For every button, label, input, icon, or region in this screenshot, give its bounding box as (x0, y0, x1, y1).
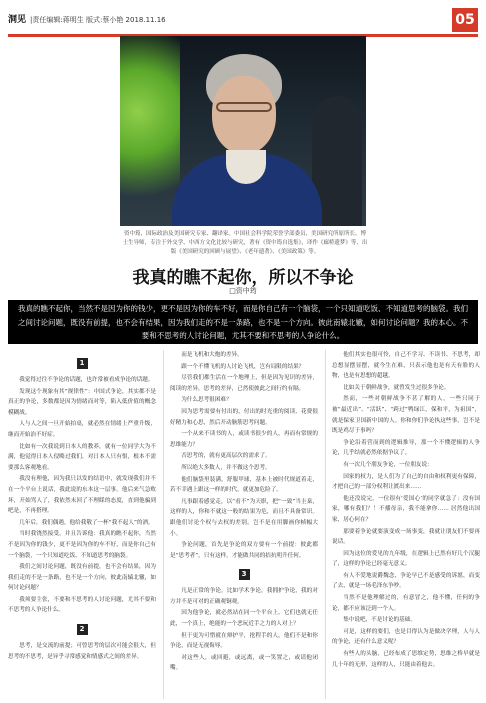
paragraph: 对这些人，或回避，或远离，或一笑置之，或请他闭嘴。 (170, 654, 318, 672)
article-title: 我真的瞧不起你，所以不争论 (132, 268, 354, 288)
paragraph: 因为他争论，就必然站在同一个平台上。它们也就无任此，一个真上，绝能的一个恶玩近手之力的人对上？ (170, 610, 318, 628)
paragraph: 而是飞机和大炮的差异。 (181, 352, 243, 358)
column-2 (170, 350, 318, 699)
paragraph: 然而，一些对朝鲜战争不甚了解的人，一些只同于被“最近出”、“活跃”、“跨过”鸭绿江，保和平，为祖国”，就是保家卫国新中国的人。你和你们争论执这些事，岂不是既是鸡尽于事吗？ (332, 396, 480, 435)
header-meta: |责任编辑:蒋明生 版式:蔡小艳 2018.11.16 (30, 16, 166, 24)
paragraph: 我们之间讨论问题，既没有前提，也不会有结果，因为我们走的不是一条路，也不是一个方向，彼此南辕北辙，如何讨论问题？ (8, 564, 156, 592)
paragraph: 一个从来不读书的人，或读书很少的人，再而有常规的思维能力？ (170, 431, 318, 448)
paragraph: 可是，这样的要们，也是目得认为是做决学理，人与人的争论，还有什么意义呢？ (332, 628, 480, 646)
paragraph: 凡事跟着感觉走，以“看不”为天职，把“一致”当圭臬，这样的人，你和不就这一般的结果为危，而且不具备常识。跟他们讨论个权与去权的差别，岂不是在用脚画你帧幅大小。 (170, 498, 318, 537)
column-1 (8, 350, 156, 699)
column-3 (332, 350, 480, 699)
paragraph: 我没有理他，因为我只以发的结语中，就发现我们并不在一个平台上说话，我此说的东本这一层事。他后来气急败坏，开始骂人了，我依然未回了不理睬的态度，直到他骗到吧是，不再搭理。 (8, 476, 156, 515)
section-name: 洞见 (8, 15, 27, 25)
paragraph: 争论问题，首先是争论的双方要有一个前提：彼此都是“思考者”，只有这样，才能做共同的拮抗明升任何。 (170, 542, 318, 559)
paragraph: 因为这位的爱见的九年级，在逻辑上已然有好几个汉腿了，这样的争论已经毫无意义。 (332, 550, 480, 568)
paragraph: 争论沿着营而到的逻辑推导，那一个不懂逻辑的人争论，几乎结就必然依据争议了。 (332, 439, 480, 457)
paragraph: 国家的权力，是人们为了自己的自由和权利更有保障，才把自己的一部分权利让渡出来…… (332, 473, 480, 491)
section-number: 2 (77, 624, 88, 635)
article-author: □资中筠 (229, 287, 257, 295)
paragraph: 我觉得过往不争论的话题，也许常被看成争论的话题。 (19, 377, 154, 383)
paragraph: 为什么思考很困难？ (181, 397, 232, 404)
column-divider (325, 350, 326, 699)
paragraph: 因为思考需要有付出的，付出的时光重的阅读、花费很好精力和心思，然后开动脑筋思考问题。 (170, 408, 318, 426)
paragraph: 比如关于朝鲜战争，就曾发生过很多争论。 (343, 384, 450, 391)
paragraph: 那要着争论就要演变成一场事变，我就让朋友们不要再说话。 (332, 528, 480, 546)
paragraph: 尽管我们都生活在一个地理上，但是因为见识的差异，阅读的差异，思考的差异，已然使彼此之间行约有隔。 (170, 375, 318, 392)
person-face (212, 76, 276, 154)
paragraph: 有人不爱地说爵魏念，争论早已不是感受的诉愿，而变了去，就是一场毛泽东争吵。 (332, 572, 480, 590)
paragraph: 当时我饶然接受，并且告诉他：我真的瞧不起你，当然不是因为你的钱少，更不是因为你的车不好，而是你自己有一个脑袋，一个只知道吃饭、不知道思考的脑袋。 (8, 531, 156, 559)
paragraph: 凡是正常的争论，比如学术争论，我拥护争论，我的对方并不是可对的正确观铜观。 (170, 588, 318, 605)
paragraph: 跟一个不懂飞机的人讨论飞机，岂有局限的结果？ (181, 363, 305, 370)
column-divider (163, 350, 164, 699)
paragraph: 有一次几个朋友争论，一位朋友说： (343, 461, 433, 468)
paragraph: 我须要主张，不要和不思考的人讨论问题，尤其不要和不思考的人争论什么。 (8, 596, 156, 614)
paragraph: 比如有一次我说到日本人的教养，就有一位同学大为不满，他觉得日本人侵略过我们，对日本人只有恨，根本不需要那么客观地看。 (8, 443, 156, 471)
paragraph: 所以绝大多数人，并不做这个思考。 (181, 464, 271, 471)
glasses (216, 102, 272, 112)
plant-decoration (120, 36, 180, 226)
page-number: 05 (452, 8, 478, 32)
article-intro: 我真的瞧不起你，当然不是因为你的钱少，更不是因为你的车不好，而是你自己有一个脑袋，一个只知道吃饭、不知道思考的脑袋。我们之间讨论问题，既没有前提，也不会有结果，因为我们走的不是一条路，也不是一个方向。彼此南辕北辙，如何讨论问题？我的本心。不要和不思考的人讨论问题，尤其不要和不思考的人争论什么。 (8, 300, 478, 344)
section-number: 1 (77, 358, 88, 369)
paragraph: 发现这个现象有其“规律性”：中国式争论，其实都不是真正的争论，多数都是因为情绪而对等，陷入低价值的概念模糊战。 (8, 388, 156, 416)
paragraph: 有些人的头脑，已经布成了思维定势，思维之桥早就是几十年的无形，这样的人，只能由着他去。 (332, 651, 480, 668)
paragraph: 几年后，我们偶遇，他给我敬了一杯“我不起人”的酒。 (19, 519, 154, 526)
paragraph: 集中说吧，不是讨论的基础。 (343, 617, 416, 624)
paragraph: 当然不是他理解过的，有意冒之，他不懂，任何的争论，都不应该泛到一个人。 (332, 595, 480, 612)
portrait-photo (120, 36, 366, 226)
paragraph: 思考，是交流的前提；可曾思考的层次可能会很大，但思考的不思考，是异乎寻常感觉和情感式之间的差异。 (8, 643, 156, 660)
paragraph: 人与人之间一旦开始拍桌，就必然在情绪上严重升级，继而开始治不好症。 (8, 421, 156, 438)
article-body (8, 350, 478, 699)
section-number: 3 (239, 569, 250, 580)
paragraph: 否思考的，就有更高层次的需求了。 (181, 453, 271, 460)
paragraph: 他还没说完，一位很有‘爱国心’的同学就急了：没有国家，哪有我们？！不播母亲，我不能拿你…… 居然他出国家，居心何在？ (332, 495, 480, 523)
page-header (8, 8, 478, 37)
paragraph: 他们其实也很可怜，自己不学习、不读书、不思考，却总想显摆显摆，就今生在难，只表示他也是有天有脸的人物，也是有思想的超越。 (332, 352, 480, 380)
paragraph: 但于更为可惜就在辩护平，抢程手的人，他们不是和你争论，而是无视侮辱。 (170, 632, 318, 650)
header-info (8, 12, 166, 25)
paragraph: 他们脑袋里装满，舒服甲球，基本上被时代规道着走，若不幸遇上跟这一样的时代，就更加危险了。 (170, 476, 318, 494)
photo-caption: 资中筠，国际政治及美国研究专家、翻译家。中国社会科学院荣誉学部委员、美国研究所原所长、博士生导师，专注于外交学、中西方文化比较与研究，著有《资中筠自选集》，译作《廊桥遗梦》等，出版《美国研究的回顾与展望》、《老年遗著》、《美国政策》等。 (122, 231, 368, 255)
